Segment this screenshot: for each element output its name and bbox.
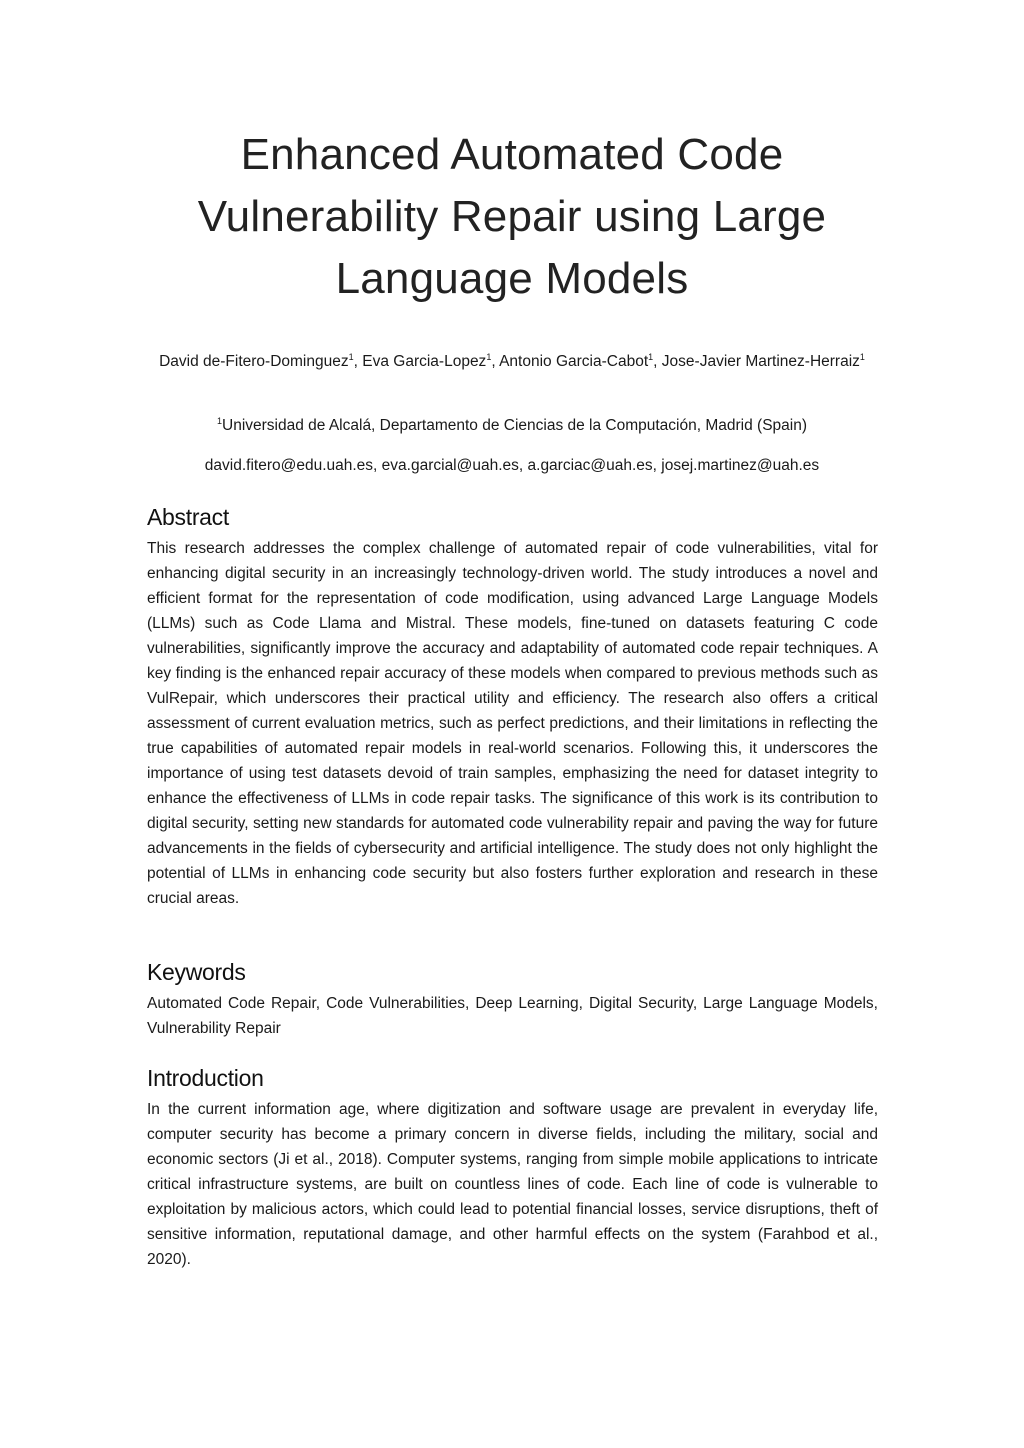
introduction-heading: Introduction — [147, 1065, 264, 1091]
affiliation-text: Universidad de Alcalá, Departamento de Ciencias de la Computación, Madrid (Spain) — [222, 417, 808, 434]
author-name: Jose-Javier Martinez-Herraiz — [661, 353, 860, 370]
author-affiliation-marker: 1 — [486, 351, 492, 362]
abstract-section — [147, 502, 878, 911]
title-line-1: Enhanced Automated Code — [240, 130, 784, 179]
paper-title — [150, 124, 874, 310]
affiliation-marker: 1 — [216, 415, 222, 426]
author-emails: david.fitero@edu.uah.es, eva.garcial@uah.es, a.garciac@uah.es, josej.martinez@uah.es — [204, 457, 820, 474]
keywords-section — [147, 957, 878, 1041]
abstract-text: This research addresses the complex challenge of automated repair of code vulnerabilities, vital for enhancing digital security in an increasingly technology-driven world. The study introduces a novel and efficient format for the representation of code modification, using advanced Large Language Models (LLMs) such as Code Llama and Mistral. These models, fine-tuned on datasets featuring C code vulnerabilities, significantly improve the accuracy and adaptability of automated code repair techniques. A key finding is the enhanced repair accuracy of these models when compared to previous methods such as VulRepair, which underscores their practical utility and efficiency. The research also offers a critical assessment of current evaluation metrics, such as perfect predictions, and their limitations in reflecting the true capabilities of automated repair models in real-world scenarios. Following this, it underscores the importance of using test datasets devoid of train samples, emphasizing the need for dataset integrity to enhance the effectiveness of LLMs in code repair tasks. The significance of this work is its contribution to digital security, setting new standards for automated code vulnerability repair and paving the way for future advancements in the fields of cybersecurity and artificial intelligence. The study does not only highlight the potential of LLMs in enhancing code security but also fosters further exploration and research in these crucial areas. — [147, 540, 878, 907]
author-list: David de-Fitero-Dominguez$^1$, Eva Garcia-Lopez$^1$, Antonio Garcia-Cabot$^1$, Jose-Javier Martinez-Herraiz$^1$ — [159, 351, 865, 370]
author-affiliation-marker: 1 — [859, 351, 865, 362]
abstract-heading: Abstract — [147, 504, 229, 530]
title-line-3: Language Models — [335, 254, 689, 303]
author-name: Antonio Garcia-Cabot — [499, 353, 649, 370]
keywords-text: Automated Code Repair, Code Vulnerabilities, Deep Learning, Digital Security, Large Language Models, Vulnerability Repair — [147, 995, 878, 1037]
author-name: Eva Garcia-Lopez — [362, 353, 487, 370]
keywords-heading: Keywords — [147, 959, 246, 985]
title-line-2: Vulnerability Repair using Large — [197, 192, 827, 241]
affiliation — [140, 415, 884, 437]
introduction-section — [147, 1063, 878, 1272]
author-affiliation-marker: 1 — [648, 351, 654, 362]
author-affiliation-marker: 1 — [348, 351, 354, 362]
author-name: David de-Fitero-Dominguez — [159, 353, 349, 370]
introduction-text: In the current information age, where digitization and software usage are prevalent in everyday life, computer security has become a primary concern in diverse fields, including the military, social and economic sectors (Ji et al., 2018). Computer systems, ranging from simple mobile applications to intricate critical infrastructure systems, are built on countless lines of code. Each line of code is vulnerable to exploitation by malicious actors, which could lead to potential financial losses, service disruptions, theft of sensitive information, reputational damage, and other harmful effects on the system (Farahbod et al., 2020). — [147, 1101, 878, 1268]
